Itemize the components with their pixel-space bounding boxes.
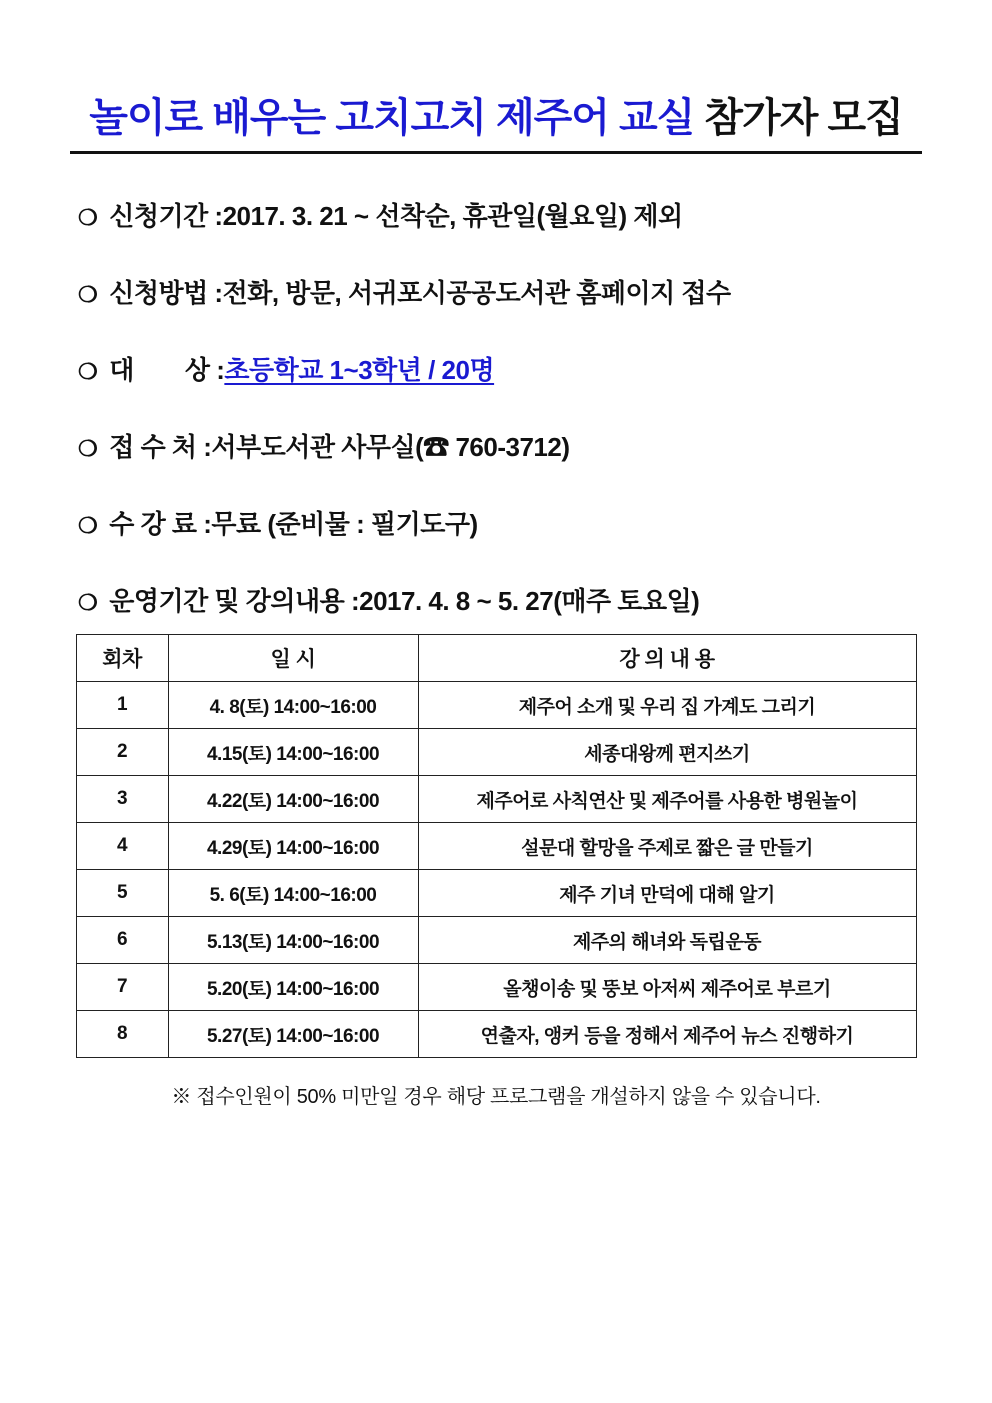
cell-session: 6	[76, 917, 168, 964]
cell-datetime: 4.29(토) 14:00~16:00	[168, 823, 418, 870]
info-row-application-method	[78, 273, 932, 310]
info-value: 2017. 3. 21 ~ 선착순, 휴관일(월요일) 제외	[222, 201, 683, 231]
cell-datetime: 4.15(토) 14:00~16:00	[168, 729, 418, 776]
cell-content: 제주어 소개 및 우리 집 가계도 그리기	[418, 682, 916, 729]
cell-session: 3	[76, 776, 168, 823]
table-row	[76, 964, 916, 1011]
info-label: 수 강 료 :	[109, 509, 212, 539]
info-row-schedule-heading	[78, 581, 932, 618]
info-value: 무료 (준비물 : 필기도구)	[211, 509, 478, 539]
cell-content: 제주어로 사칙연산 및 제주어를 사용한 병원놀이	[418, 776, 916, 823]
cell-session: 1	[76, 682, 168, 729]
cell-datetime: 4.22(토) 14:00~16:00	[168, 776, 418, 823]
circle-bullet-icon: ❍	[78, 205, 98, 230]
circle-bullet-icon: ❍	[78, 436, 98, 461]
table-header-row	[76, 635, 916, 682]
info-row-target	[78, 350, 932, 387]
info-label: 신청방법 :	[109, 278, 223, 308]
info-row-application-period	[78, 196, 932, 233]
cell-content: 연출자, 앵커 등을 정해서 제주어 뉴스 진행하기	[418, 1011, 916, 1058]
info-label: 신청기간 :	[109, 201, 223, 231]
page-title	[70, 95, 922, 154]
title-line	[70, 95, 922, 141]
table-row	[76, 870, 916, 917]
cell-session: 8	[76, 1011, 168, 1058]
table-row	[76, 1011, 916, 1058]
info-value: 전화, 방문, 서귀포시공공도서관 홈페이지 접수	[222, 278, 731, 308]
table-row	[76, 776, 916, 823]
schedule-table	[76, 634, 917, 1058]
footnote: ※ 접수인원이 50% 미만일 경우 해당 프로그램을 개설하지 않을 수 있습니다.	[171, 1086, 821, 1108]
info-value-target: 초등학교 1~3학년 / 20명	[224, 355, 495, 385]
cell-session: 7	[76, 964, 168, 1011]
table-row	[76, 729, 916, 776]
circle-bullet-icon: ❍	[78, 359, 98, 384]
info-label: 운영기간 및 강의내용 :	[109, 586, 360, 616]
info-label: 대 상 :	[109, 355, 225, 385]
table-row	[76, 917, 916, 964]
title-highlight: 놀이로 배우는 고치고치 제주어 교실	[89, 96, 695, 140]
column-header-content: 강 의 내 용	[418, 635, 916, 682]
cell-session: 5	[76, 870, 168, 917]
title-rest: 참가자 모집	[694, 96, 903, 140]
info-row-reception-office	[78, 427, 932, 464]
info-label: 접 수 처 :	[109, 432, 212, 462]
info-value: 서부도서관 사무실(☎ 760-3712)	[211, 432, 570, 462]
column-header-session: 회차	[76, 635, 168, 682]
cell-session: 4	[76, 823, 168, 870]
circle-bullet-icon: ❍	[78, 513, 98, 538]
cell-datetime: 5. 6(토) 14:00~16:00	[168, 870, 418, 917]
cell-datetime: 5.13(토) 14:00~16:00	[168, 917, 418, 964]
table-row	[76, 823, 916, 870]
cell-content: 세종대왕께 편지쓰기	[418, 729, 916, 776]
cell-session: 2	[76, 729, 168, 776]
circle-bullet-icon: ❍	[78, 590, 98, 615]
info-row-tuition-fee	[78, 504, 932, 541]
info-value: 2017. 4. 8 ~ 5. 27(매주 토요일)	[359, 586, 700, 616]
cell-datetime: 5.20(토) 14:00~16:00	[168, 964, 418, 1011]
cell-datetime: 5.27(토) 14:00~16:00	[168, 1011, 418, 1058]
cell-content: 제주 기녀 만덕에 대해 알기	[418, 870, 916, 917]
column-header-datetime: 일 시	[168, 635, 418, 682]
cell-datetime: 4. 8(토) 14:00~16:00	[168, 682, 418, 729]
table-row	[76, 682, 916, 729]
circle-bullet-icon: ❍	[78, 282, 98, 307]
cell-content: 제주의 해녀와 독립운동	[418, 917, 916, 964]
info-list	[60, 196, 932, 618]
cell-content: 올챙이송 및 뚱보 아저씨 제주어로 부르기	[418, 964, 916, 1011]
cell-content: 설문대 할망을 주제로 짧은 글 만들기	[418, 823, 916, 870]
